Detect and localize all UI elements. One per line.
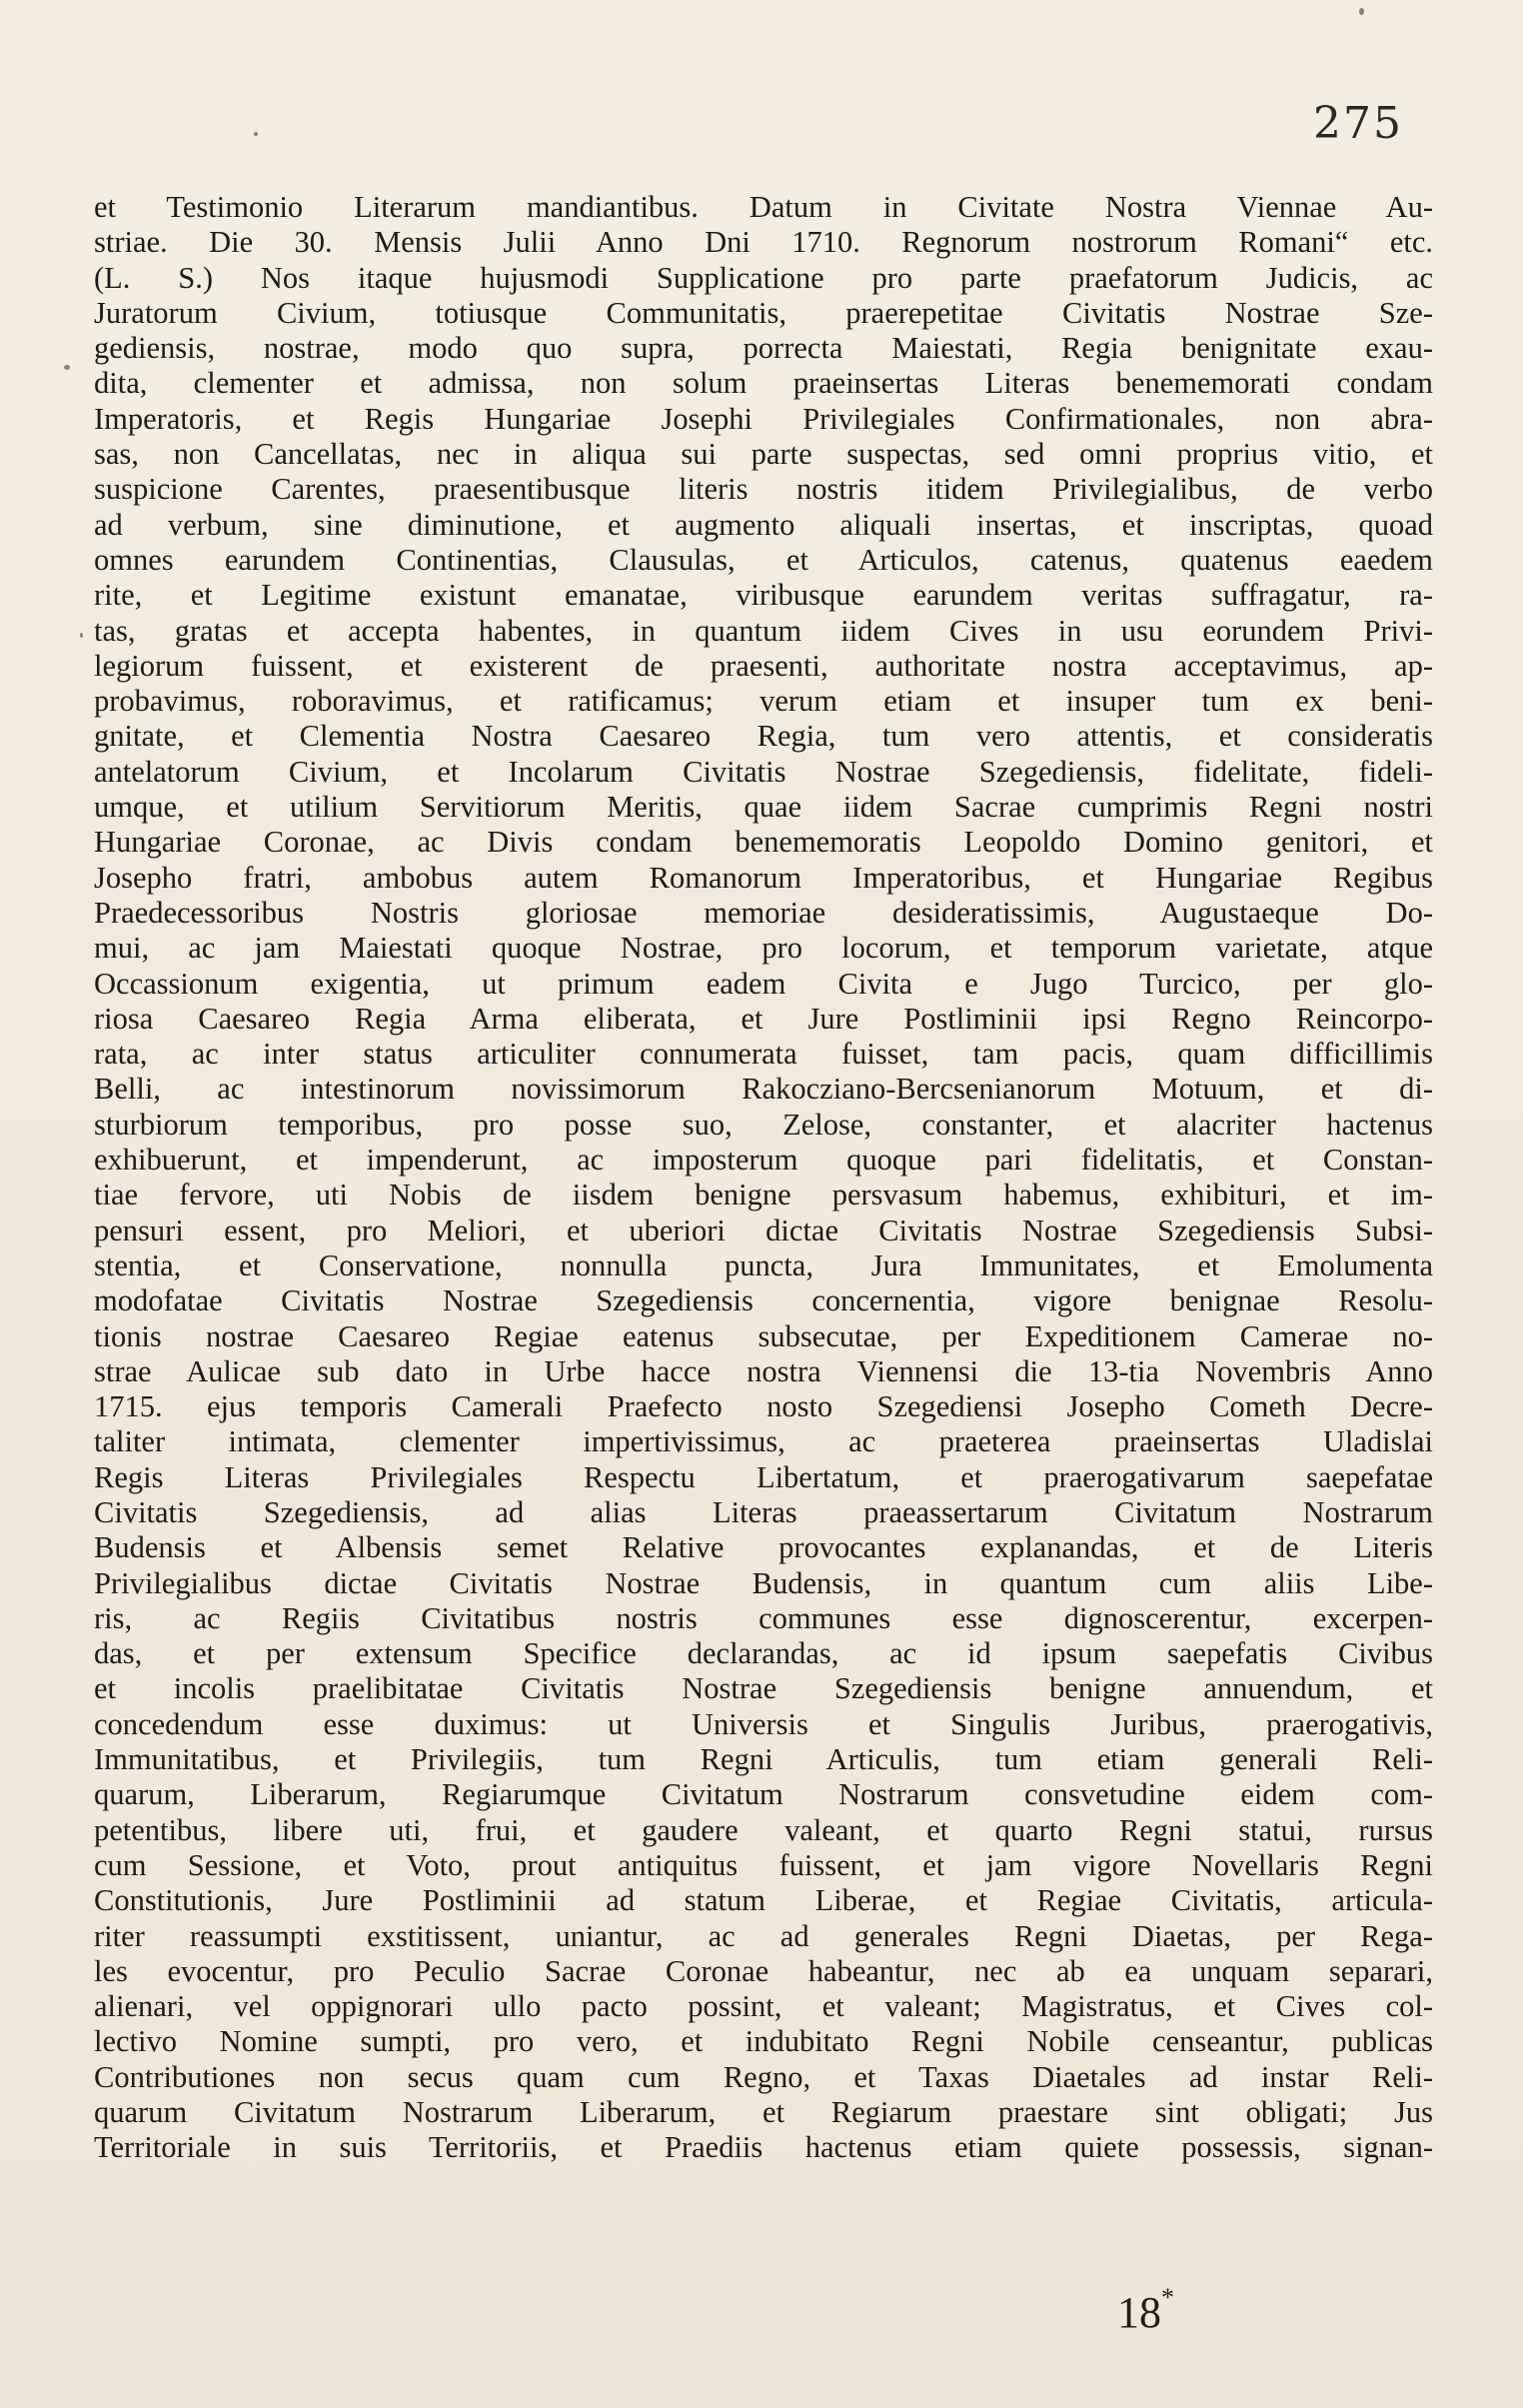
text-line: dita, clementer et admissa, non solum praeinsertas Literas benememorati condam — [94, 366, 1433, 401]
text-line: suspicione Carentes, praesentibusque literis nostris itidem Privilegialibus, de verbo — [94, 472, 1433, 507]
text-line: striae. Die 30. Mensis Julii Anno Dni 1710. Regnorum nostrorum Romani“ etc. — [94, 225, 1433, 260]
text-line: Josepho fratri, ambobus autem Romanorum Imperatoribus, et Hungariae Regibus — [94, 860, 1433, 895]
text-line: riter reassumpti exstitissent, uniantur, ac ad generales Regni Diaetas, per Rega- — [94, 1918, 1433, 1953]
text-line: rata, ac inter status articuliter connumerata fuisset, tam pacis, quam difficillimis — [94, 1037, 1433, 1072]
ink-speck — [254, 132, 258, 136]
text-line: sturbiorum temporibus, pro posse suo, Zelose, constanter, et alacriter hactenus — [94, 1107, 1433, 1142]
signature-star: * — [1161, 2283, 1174, 2312]
text-line: Imperatoris, et Regis Hungariae Josephi Privilegiales Confirmationales, non abra- — [94, 401, 1433, 436]
signature-number: 18 — [1117, 2288, 1161, 2337]
text-line: (L. S.) Nos itaque hujusmodi Supplicatione pro parte praefatorum Judicis, ac — [94, 260, 1433, 295]
text-line: legiorum fuissent, et existerent de praesenti, authoritate nostra acceptavimus, ap- — [94, 648, 1433, 683]
body-text — [94, 190, 1433, 2166]
text-line: Juratorum Civium, totiusque Communitatis, praerepetitae Civitatis Nostrae Sze- — [94, 295, 1433, 330]
text-line: tiae fervore, uti Nobis de iisdem benigne persvasum habemus, exhibituri, et im- — [94, 1178, 1433, 1212]
text-line: taliter intimata, clementer impertivissimus, ac praeterea praeinsertas Uladislai — [94, 1424, 1433, 1459]
page-number: 275 — [1313, 98, 1403, 149]
text-line: tas, gratas et accepta habentes, in quantum iidem Cives in usu eorundem Privi- — [94, 613, 1433, 648]
text-line: rite, et Legitime existunt emanatae, viribusque earundem veritas suffragatur, ra- — [94, 578, 1433, 613]
text-line: omnes earundem Continentias, Clausulas, et Articulos, catenus, quatenus eaedem — [94, 542, 1433, 577]
text-line: alienari, vel oppignorari ullo pacto possint, et valeant; Magistratus, et Cives col- — [94, 1989, 1433, 2024]
text-line: probavimus, roboravimus, et ratificamus; verum etiam et insuper tum ex beni- — [94, 684, 1433, 719]
text-line: Praedecessoribus Nostris gloriosae memoriae desideratissimis, Augustaeque Do- — [94, 895, 1433, 930]
text-line: Belli, ac intestinorum novissimorum Rakocziano-Bercsenianorum Motuum, et di- — [94, 1072, 1433, 1107]
text-line: gnitate, et Clementia Nostra Caesareo Regia, tum vero attentis, et consideratis — [94, 719, 1433, 754]
text-line: Hungariae Coronae, ac Divis condam benememoratis Leopoldo Domino genitori, et — [94, 825, 1433, 860]
text-line: Regis Literas Privilegiales Respectu Libertatum, et praerogativarum saepefatae — [94, 1459, 1433, 1494]
text-line: umque, et utilium Servitiorum Meritis, quae iidem Sacrae cumprimis Regni nostri — [94, 790, 1433, 825]
signature-mark — [1117, 2283, 1174, 2338]
text-line: tionis nostrae Caesareo Regiae eatenus subsecutae, per Expeditionem Camerae no- — [94, 1318, 1433, 1353]
text-line: petentibus, libere uti, frui, et gaudere valeant, et quarto Regni statui, rursus — [94, 1812, 1433, 1847]
ink-speck — [80, 633, 83, 638]
text-line: 1715. ejus temporis Camerali Praefecto nosto Szegediensi Josepho Cometh Decre- — [94, 1389, 1433, 1424]
text-line: et Testimonio Literarum mandiantibus. Datum in Civitate Nostra Viennae Au- — [94, 190, 1433, 224]
text-line: pensuri essent, pro Meliori, et uberiori dictae Civitatis Nostrae Szegediensis Subsi- — [94, 1212, 1433, 1247]
text-line: ad verbum, sine diminutione, et augmento aliquali insertas, et inscriptas, quoad — [94, 507, 1433, 542]
text-line: Civitatis Szegediensis, ad alias Literas praeassertarum Civitatum Nostrarum — [94, 1494, 1433, 1529]
text-line: et incolis praelibitatae Civitatis Nostrae Szegediensis benigne annuendum, et — [94, 1671, 1433, 1706]
text-line: Constitutionis, Jure Postliminii ad statum Liberae, et Regiae Civitatis, articula- — [94, 1883, 1433, 1918]
text-line: sas, non Cancellatas, nec in aliqua sui parte suspectas, sed omni proprius vitio, et — [94, 437, 1433, 472]
text-line: quarum Civitatum Nostrarum Liberarum, et Regiarum praestare sint obligati; Jus — [94, 2095, 1433, 2130]
text-line: stentia, et Conservatione, nonnulla puncta, Jura Immunitates, et Emolumenta — [94, 1247, 1433, 1282]
text-line: Territoriale in suis Territoriis, et Praediis hactenus etiam quiete possessis, signan- — [94, 2130, 1433, 2165]
text-line: exhibuerunt, et impenderunt, ac imposterum quoque pari fidelitatis, et Constan- — [94, 1143, 1433, 1178]
text-line: Budensis et Albensis semet Relative provocantes explanandas, et de Literis — [94, 1530, 1433, 1565]
text-line: Privilegialibus dictae Civitatis Nostrae Budensis, in quantum cum aliis Libe- — [94, 1565, 1433, 1600]
text-line: gediensis, nostrae, modo quo supra, porrecta Maiestati, Regia benignitate exau- — [94, 331, 1433, 366]
text-line: concedendum esse duximus: ut Universis et Singulis Juribus, praerogativis, — [94, 1706, 1433, 1741]
text-line: ris, ac Regiis Civitatibus nostris communes esse dignoscerentur, excerpen- — [94, 1600, 1433, 1635]
ink-speck — [1359, 8, 1364, 15]
text-line: das, et per extensum Specifice declarandas, ac id ipsum saepefatis Civibus — [94, 1636, 1433, 1671]
text-line: mui, ac jam Maiestati quoque Nostrae, pro locorum, et temporum varietate, atque — [94, 931, 1433, 966]
text-line: antelatorum Civium, et Incolarum Civitatis Nostrae Szegediensis, fidelitate, fideli- — [94, 754, 1433, 789]
text-line: Immunitatibus, et Privilegiis, tum Regni Articulis, tum etiam generali Reli- — [94, 1742, 1433, 1777]
text-line: riosa Caesareo Regia Arma eliberata, et Jure Postliminii ipsi Regno Reincorpo- — [94, 1001, 1433, 1036]
text-line: lectivo Nomine sumpti, pro vero, et indubitato Regni Nobile censeantur, publicas — [94, 2024, 1433, 2059]
ink-speck — [64, 365, 70, 370]
text-line: les evocentur, pro Peculio Sacrae Coronae habeantur, nec ab ea unquam separari, — [94, 1953, 1433, 1988]
text-line: quarum, Liberarum, Regiarumque Civitatum Nostrarum consvetudine eidem com- — [94, 1777, 1433, 1812]
text-line: cum Sessione, et Voto, prout antiquitus fuissent, et jam vigore Novellaris Regni — [94, 1847, 1433, 1882]
text-line: Occassionum exigentia, ut primum eadem Civita e Jugo Turcico, per glo- — [94, 966, 1433, 1001]
text-line: Contributiones non secus quam cum Regno, et Taxas Diaetales ad instar Reli- — [94, 2059, 1433, 2094]
text-line: strae Aulicae sub dato in Urbe hacce nostra Viennensi die 13-tia Novembris Anno — [94, 1353, 1433, 1388]
text-line: modofatae Civitatis Nostrae Szegediensis concernentia, vigore benignae Resolu- — [94, 1283, 1433, 1318]
